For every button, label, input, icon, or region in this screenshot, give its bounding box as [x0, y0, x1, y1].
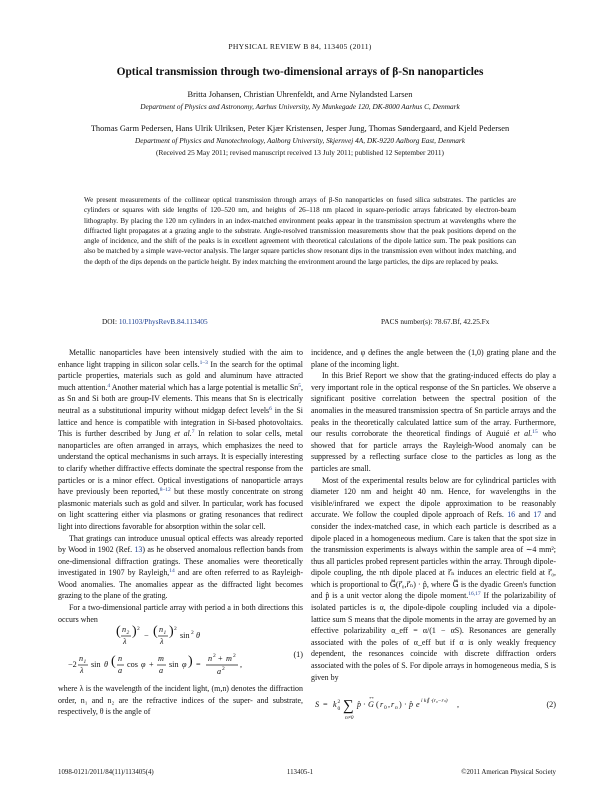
footer-copyright: ©2011 American Physical Society: [461, 769, 556, 776]
svg-text:n: n: [395, 705, 398, 712]
citation-link[interactable]: 4: [107, 382, 111, 389]
svg-text:=: =: [323, 700, 328, 710]
svg-text:p̂: p̂: [409, 700, 414, 710]
svg-text:λ: λ: [123, 637, 127, 647]
equation-2: [311, 683, 556, 727]
citation-link[interactable]: 15: [532, 429, 538, 436]
svg-text:2: 2: [174, 626, 177, 633]
paragraph: Metallic nanoparticles have been intensively studied with the aim to enhance light trapping in silicon solar cells.$^{1-3}$ In the search for the optimal particle properties, materials such as gold and aluminum have attracted much attention.$^4$ Another material which has a large potential is metallic Sn$^5$, as Sn and Si both are group-IV elements. This means that Sn is electrically neutral as a substitutional impurity without midgap defect levels$^6$ in the Si lattice and hence is compatible with integration in Si-based photovoltaics. This is further described by Jung et al.$^7$ In relation to solar cells, metal nanoparticles are often arranged in arrays, which emphasizes the need to understand the optical mechanisms in such arrays. It is especially interesting to clarify whether diffractive effects dominate the spectral response from the particles or is a minor effect. Optical investigations of nanoparticle arrays have previously been reported,$^{8-12}$ but these mostly concentrate on strong plasmonic materials such as gold and silver. In particular, work has focused on light scattering either via plasmons or grating resonances that redirect light into directions favorable for absorption within the solar cell.: [58, 348, 303, 531]
journal-header: PHYSICAL REVIEW B 84, 113405 (2011): [228, 42, 372, 51]
svg-text:0: 0: [337, 706, 341, 713]
affiliation-1: Department of Physics and Astronomy, Aarhus University, Ny Munkegade 120, DK-8000 Aarhus C, Denmark: [140, 102, 460, 111]
author-list-1: Britta Johansen, Christian Uhrenfeldt, and Arne Nylandsted Larsen: [187, 90, 413, 99]
svg-text:sin: sin: [91, 660, 101, 670]
svg-text:·: ·: [404, 700, 407, 710]
citation-link[interactable]: 14: [169, 568, 175, 575]
svg-text:2: 2: [233, 653, 236, 660]
svg-text:n: n: [159, 625, 164, 635]
right-column: [311, 347, 556, 727]
svg-text:n: n: [122, 625, 127, 635]
svg-text:p̂: p̂: [357, 700, 362, 710]
paragraph: Most of the experimental results below are for cylindrical particles with diameter 120 nm and height 40 nm. Hence, for wavelengths in the visible/infrared we expect the dipole approximation to be reasonably accurate. We follow the coupled dipole approach of Refs. 16 and 17 and consider the index-matched case, in which each particle is described as a dipole placed in a homogeneous medium. Care is taken that the spot size in the transmission experiments is always within the sample area of ∼4 mm²; thus all particles probed represent particles within the array. Through dipole-dipole coupling, the nth dipole placed at r⃗ₙ induces an electric field at r⃗₀, which is proportional to G⃡(r⃗₀,r⃗ₙ) · p̂, where G⃡ is the dyadic Green's function and p̂ is a unit vector along the dipole moment.$^{16,17}$ If the polarizability of isolated particles is α, the dipole-dipole coupling included via a dipole-lattice sum S means that the dipole moments in the array are governed by an effective polarizability α_eff = α/(1 − αS). Resonances are generally associated with the poles of α_eff but if α is only weakly frequency dependent, the resonances coincide with discrete diffraction orders associated with the poles of S. For dipole arrays in homogeneous media, S is given by: [311, 475, 556, 682]
svg-text:θ: θ: [196, 631, 201, 641]
svg-text:): ): [169, 625, 174, 640]
svg-text:·: ·: [363, 700, 366, 710]
svg-text:): ): [132, 625, 137, 640]
svg-text:sin: sin: [180, 631, 190, 641]
author-list-2: Thomas Garm Pedersen, Hans Ulrik Ulriksen, Peter Kjær Kristensen, Jesper Jung, Thomas Søndergaard, and Kjeld Pedersen: [90, 124, 510, 133]
doi-label: DOI:: [102, 317, 117, 326]
equation-2-graphic: [311, 683, 556, 727]
received-dates: (Received 25 May 2011; revised manuscript received 13 July 2011; published 12 September 2011): [156, 148, 444, 157]
svg-text:k: k: [333, 700, 337, 710]
svg-text:m: m: [158, 654, 164, 664]
paragraph: In this Brief Report we show that the grating-induced effects do play a very important role in the optical response of the Sn particles. We observe a significant positive correlation between the spectral position of the anomalies in the measured transmission spectra of Sn particle arrays and the peaks in the theoretically calculated lattice sum of the array. Furthermore, our results corroborate the theoretical findings of Auguié et al.$^{15}$ who showed that for particle arrays the Rayleigh-Wood anomaly can be suppressed by a reflecting surface close to the particles as long as the particles are small.: [311, 371, 556, 473]
citation-link[interactable]: 1–3: [199, 359, 208, 366]
svg-text:a: a: [118, 666, 123, 676]
svg-text:1: 1: [83, 659, 87, 666]
equation-1-graphic: [58, 625, 303, 683]
svg-text:a: a: [159, 666, 164, 676]
svg-text:−2: −2: [68, 660, 77, 670]
footer-page-number: 113405-1: [286, 769, 314, 776]
paper-title: Optical transmission through two-dimensional arrays of β-Sn nanoparticles: [116, 66, 484, 78]
svg-text:(: (: [376, 700, 379, 710]
svg-text:2: 2: [222, 666, 225, 673]
svg-text:+: +: [218, 654, 223, 664]
svg-text:): ): [399, 700, 402, 710]
paragraph: For a two-dimensional particle array with period a in both directions this occurs when: [58, 603, 303, 624]
doi-line: [102, 317, 208, 326]
svg-text:φ: φ: [182, 660, 187, 670]
svg-text:↔: ↔: [368, 693, 375, 702]
citation-link[interactable]: 16,17: [468, 591, 481, 598]
svg-text:,: ,: [388, 700, 391, 710]
citation-link[interactable]: 16: [507, 510, 516, 520]
svg-text:r: r: [380, 700, 384, 710]
svg-text:,: ,: [240, 660, 243, 670]
svg-text:e: e: [416, 700, 420, 710]
svg-text:n: n: [208, 654, 213, 664]
svg-text:2: 2: [126, 630, 130, 637]
equation-number: (1): [293, 650, 303, 660]
svg-text:0: 0: [384, 705, 387, 712]
citation-link[interactable]: 17: [533, 510, 542, 520]
svg-text:i k∥ ·(r₀−rₙ): i k∥ ·(r₀−rₙ): [421, 698, 448, 705]
abstract: We present measurements of the collinear optical transmission through arrays of β-Sn nanoparticles on fused silica substrates. The particles are cylinders or squares with side lengths of 120–520 nm, and heights of 26–118 nm placed in square-periodic arrays fabricated by electron-beam lithography. By placing the 120 nm cylinders in an index-matched environment peaks appear in the transmission spectrum at wavelengths where the diffracted light propagates at a grazing angle to the substrate. Angle-resolved transmission measurements show that the peak positions depend on the angle of incidence, and the shift of the peaks is in excellent agreement with theoretical calculations of the dipole lattice sum. The peak positions can also be matched by a simple wave-vector analysis. The larger square particles show resonant dips in the transmission even without index matching, and the depth of the dips depends on the particle height. By index matching the environment around the large particles, the dips are replaced by peaks.: [84, 196, 516, 266]
svg-text:sin: sin: [169, 660, 179, 670]
svg-text:n≠0: n≠0: [345, 715, 354, 722]
paragraph: where λ is the wavelength of the incident light, (m,n) denotes the diffraction order, n₁ and n₂ are the refractive indices of the super- and substrate, respectively, θ is the angle of: [58, 684, 303, 717]
svg-text:1: 1: [163, 630, 167, 637]
svg-text:2: 2: [137, 626, 140, 633]
svg-text:φ: φ: [141, 660, 146, 670]
footer-issn: 1098-0121/2011/84(11)/113405(4): [58, 769, 154, 776]
svg-text:n: n: [79, 654, 84, 664]
svg-text:): ): [188, 654, 193, 670]
svg-text:+: +: [149, 660, 154, 670]
svg-text:(: (: [153, 625, 158, 640]
equation-1: [58, 625, 303, 683]
svg-text:θ: θ: [104, 660, 109, 670]
equation-number: (2): [546, 700, 556, 710]
citation-link[interactable]: 13: [134, 545, 143, 555]
svg-text:(: (: [116, 625, 121, 640]
svg-text:=: =: [196, 660, 201, 670]
affiliation-2: Department of Physics and Nanotechnology, Aalborg University, Skjernvej 4A, DK-9220 Aalborg East, Denmark: [135, 136, 465, 145]
svg-text:S: S: [315, 700, 320, 710]
citation-link[interactable]: 8–12: [159, 487, 171, 494]
svg-text:,: ,: [457, 700, 460, 710]
svg-text:λ: λ: [80, 666, 84, 676]
paragraph: incidence, and φ defines the angle between the (1,0) grating plane and the plane of the incoming light.: [311, 348, 556, 369]
svg-text:r: r: [391, 700, 395, 710]
svg-text:(: (: [111, 654, 116, 670]
citation-link[interactable]: 6: [269, 405, 272, 412]
doi-link[interactable]: 10.1103/PhysRevB.84.113405: [118, 317, 208, 326]
svg-text:2: 2: [337, 699, 341, 706]
svg-text:cos: cos: [127, 660, 138, 670]
svg-text:G: G: [368, 700, 374, 710]
svg-text:∑: ∑: [343, 698, 354, 715]
svg-text:a: a: [217, 667, 222, 677]
svg-text:2: 2: [191, 630, 194, 637]
left-column: [58, 347, 303, 718]
svg-text:n: n: [118, 654, 123, 664]
paragraph: That gratings can introduce unusual optical effects was already reported by Wood in 1902 (Ref. 13) as he observed anomalous reflection bands from one-dimensional diffraction gratings. These anomalies were theoretically investigated in 1907 by Rayleigh,$^{14}$ and are often referred to as Rayleigh-Wood anomalies. The anomalies appear as the diffracted light becomes grazing to the plane of the grating.: [58, 533, 303, 601]
svg-text:−: −: [144, 631, 149, 641]
citation-link[interactable]: 7: [191, 429, 195, 436]
svg-text:λ: λ: [160, 637, 164, 647]
citation-link[interactable]: 5: [298, 382, 302, 389]
svg-text:m: m: [226, 654, 232, 664]
svg-text:2: 2: [213, 653, 216, 660]
pacs-numbers: PACS number(s): 78.67.Bf, 42.25.Fx: [381, 317, 490, 326]
